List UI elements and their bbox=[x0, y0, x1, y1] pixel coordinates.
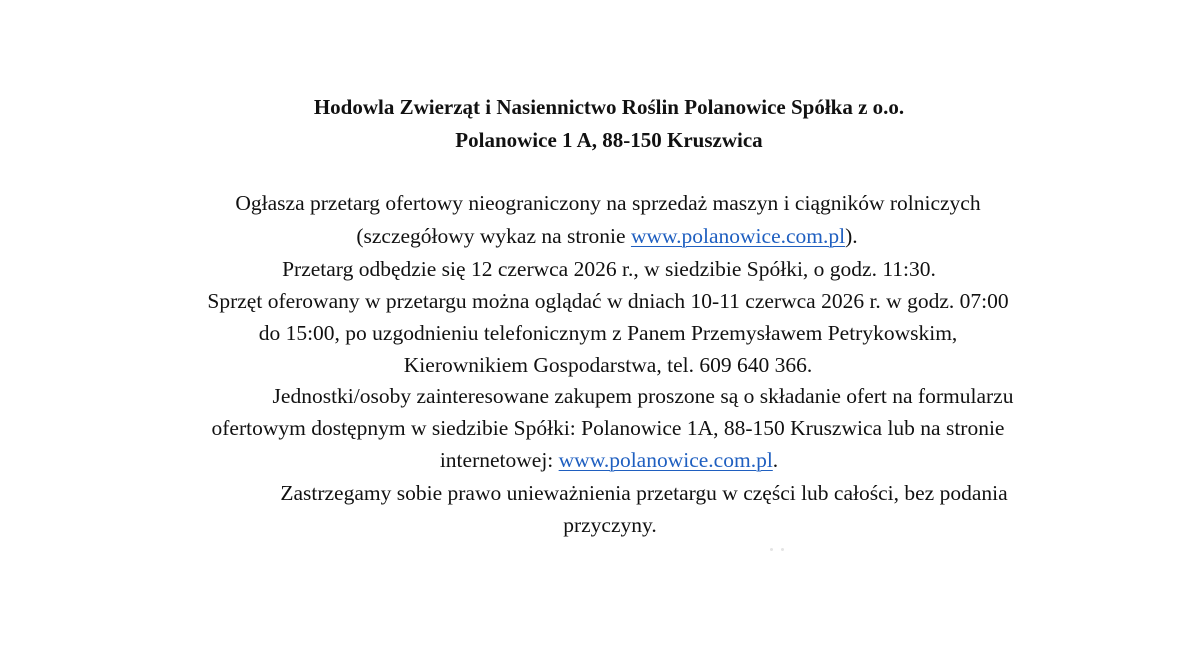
internet-text-end: . bbox=[772, 448, 779, 472]
reservation-line-1: Zastrzegamy sobie prawo unieważnienia przetargu w części lub całości, bez podania bbox=[280, 481, 1008, 505]
website-link-2[interactable]: www.polanowice.com.pl bbox=[558, 448, 773, 472]
reservation-line-2: przyczyny. bbox=[563, 513, 657, 537]
company-name-heading: Hodowla Zwierząt i Nasiennictwo Roślin Polanowice Spółka z o.o. bbox=[313, 95, 905, 119]
details-text: (szczegółowy wykaz na stronie bbox=[356, 224, 631, 248]
offers-info-line-3 bbox=[9, 445, 1200, 475]
offers-info-line-2: ofertowym dostępnym w siedzibie Spółki: Polanowice 1A, 88-150 Kruszwica lub na stronie bbox=[211, 416, 1005, 440]
contact-phone-line: Kierownikiem Gospodarstwa, tel. 609 640 366. bbox=[403, 353, 813, 377]
company-address-heading: Polanowice 1 A, 88-150 Kruszwica bbox=[455, 128, 763, 152]
viewing-contact-line: do 15:00, po uzgodnieniu telefonicznym z Panem Przemysławem Petrykowskim, bbox=[258, 321, 958, 345]
offers-info-line-1: Jednostki/osoby zainteresowane zakupem proszone są o składanie ofert na formularzu bbox=[272, 384, 1014, 408]
scan-speck bbox=[770, 548, 773, 551]
details-text-end: ). bbox=[845, 224, 858, 248]
announcement-line-2 bbox=[7, 221, 1200, 251]
website-link[interactable]: www.polanowice.com.pl bbox=[630, 224, 846, 248]
scan-speck bbox=[781, 548, 784, 551]
viewing-info-line: Sprzęt oferowany w przetargu można oglądać w dniach 10-11 czerwca 2026 r. w godz. 07:00 bbox=[207, 289, 1009, 313]
announcement-line-1: Ogłasza przetarg ofertowy nieograniczony na sprzedaż maszyn i ciągników rolniczych bbox=[235, 191, 981, 215]
tender-date-line: Przetarg odbędzie się 12 czerwca 2026 r., w siedzibie Spółki, o godz. 11:30. bbox=[282, 257, 936, 281]
internet-text: internetowej: bbox=[439, 448, 559, 472]
